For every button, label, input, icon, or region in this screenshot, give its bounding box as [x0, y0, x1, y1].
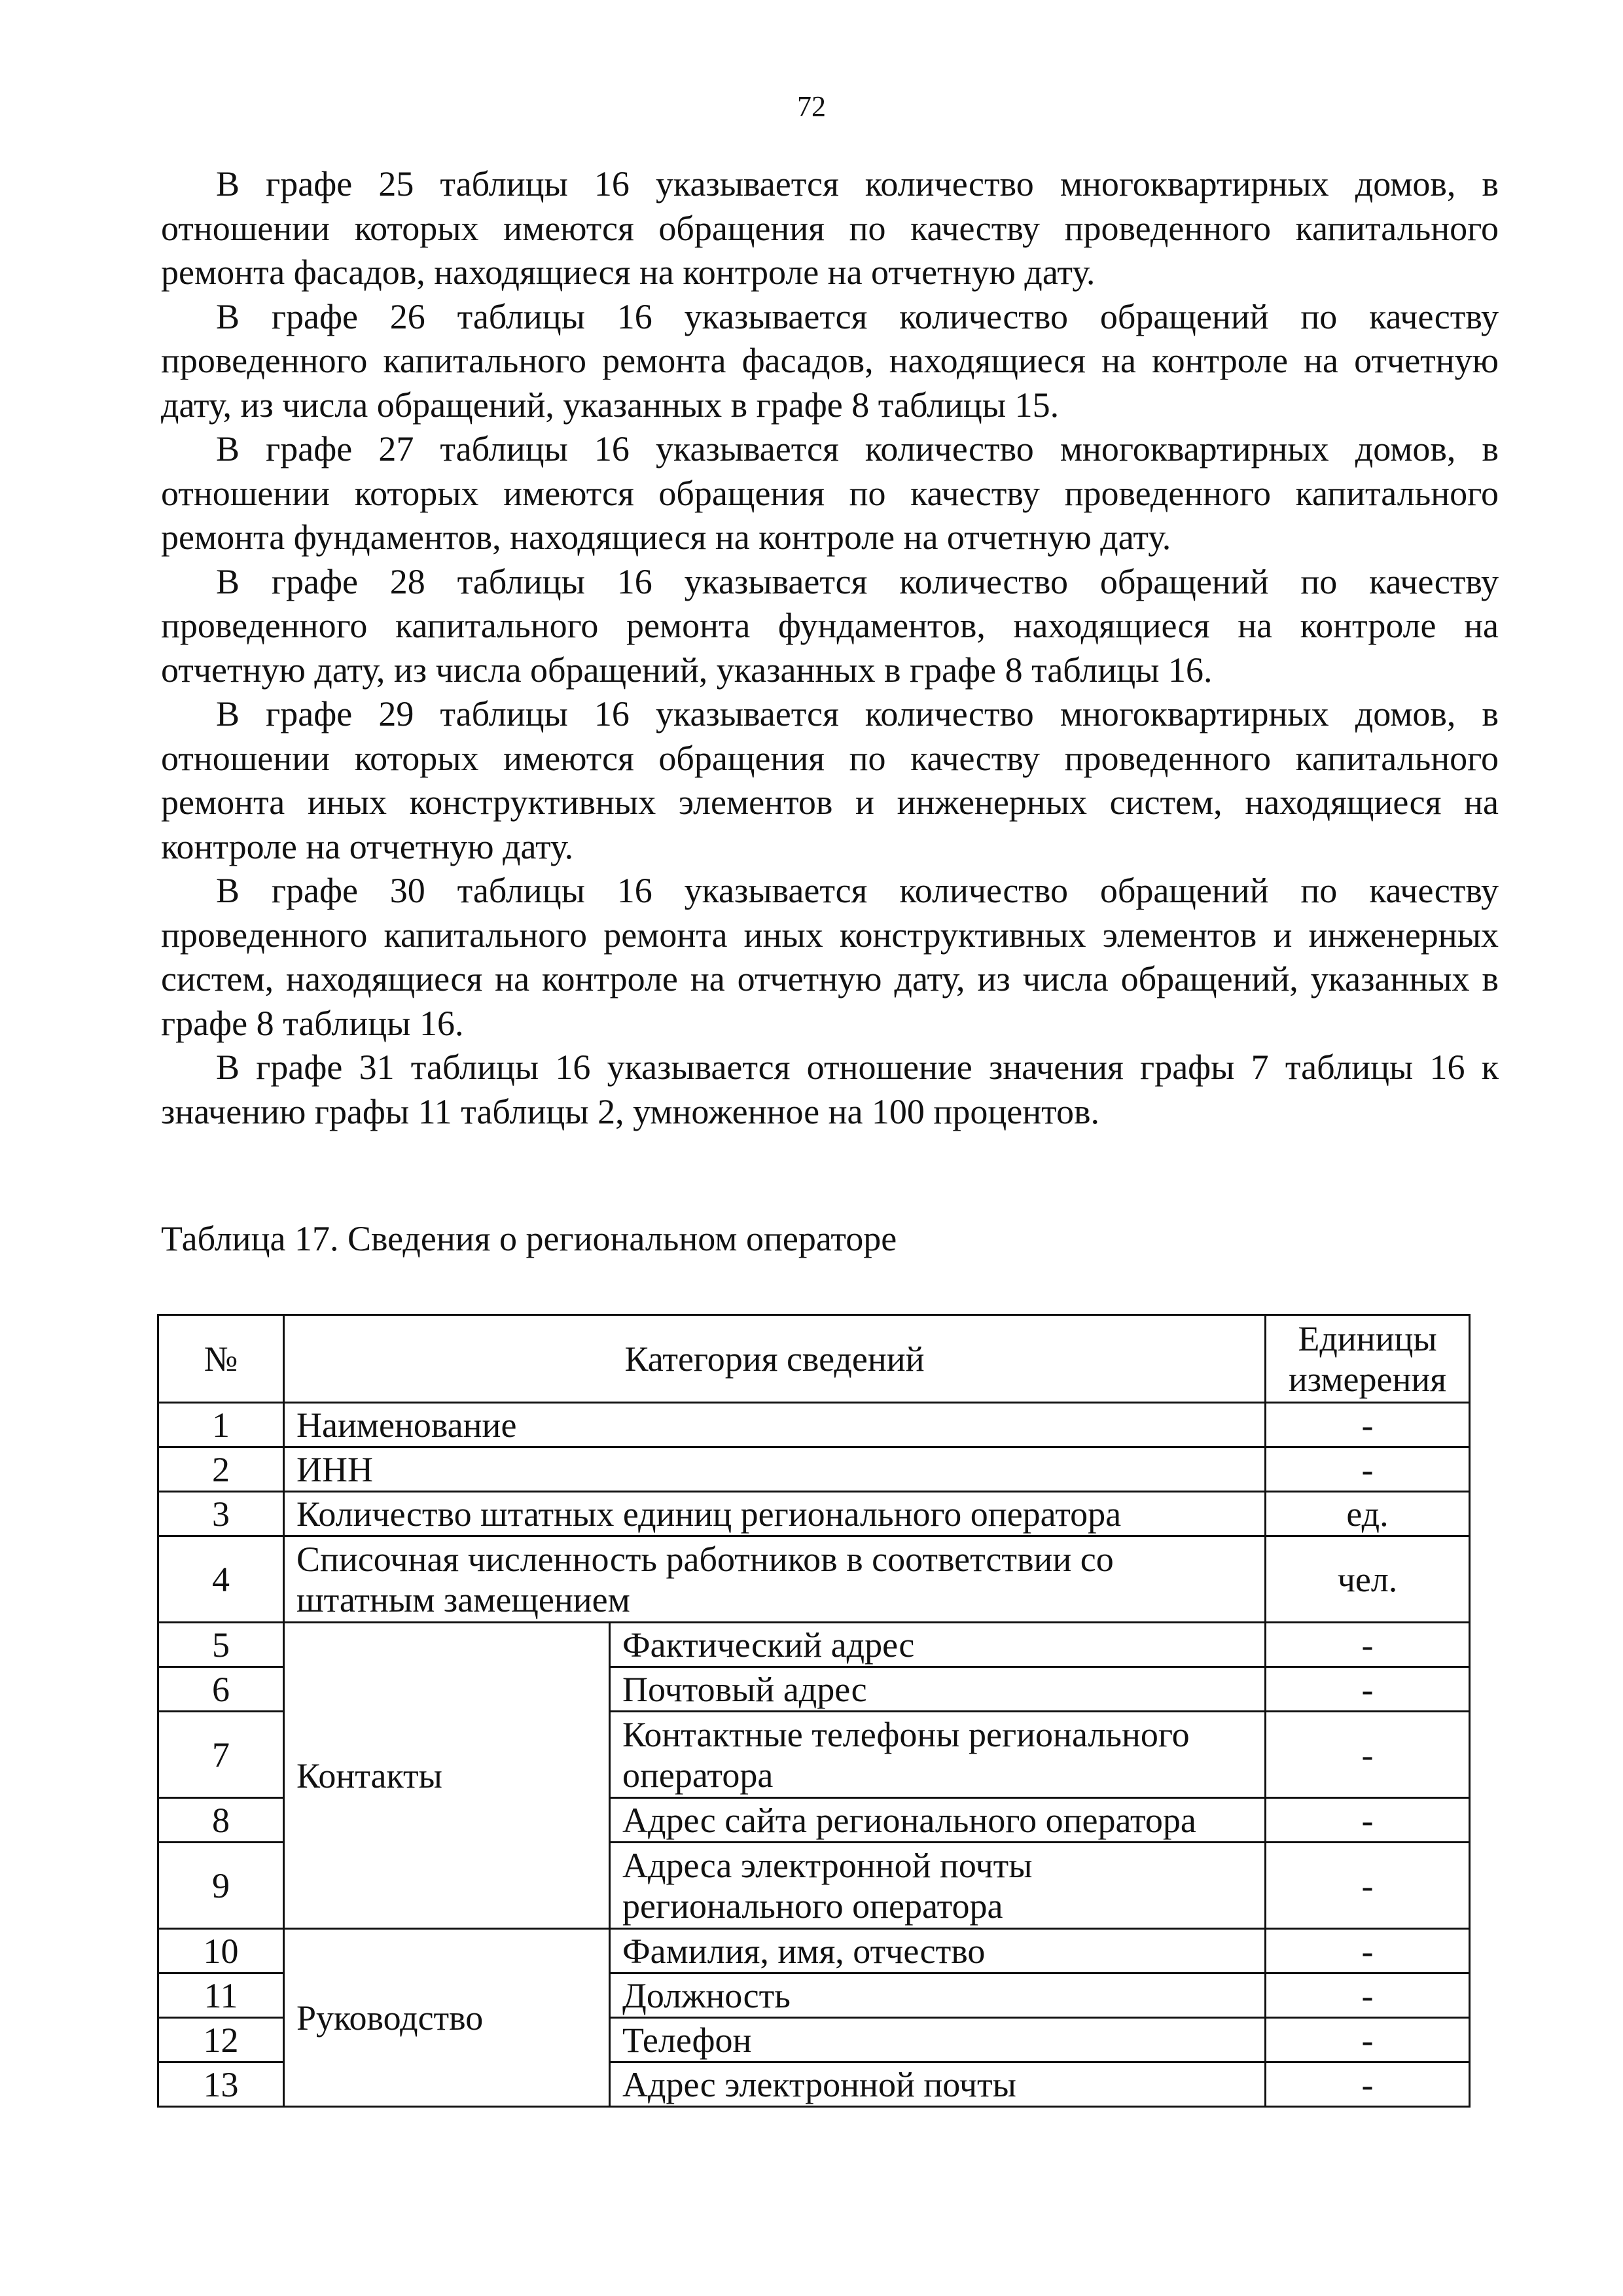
row-unit: -	[1266, 1798, 1470, 1843]
table-row	[158, 1536, 1470, 1623]
header-category: Категория сведений	[284, 1315, 1266, 1403]
header-unit: Единицы измерения	[1266, 1315, 1470, 1403]
regional-operator-table	[157, 1314, 1471, 2108]
table-row	[158, 1447, 1470, 1492]
row-unit: -	[1266, 1712, 1470, 1798]
row-item: Адрес сайта регионального оператора	[610, 1798, 1266, 1843]
row-item: Адрес электронной почты	[610, 2062, 1266, 2107]
paragraph: В графе 27 таблицы 16 указывается количество многоквартирных домов, в отношении которых имеются обращения по качеству проведенного капитального ремонта фундаментов, находящиеся на контроле на отчетную дату.	[161, 429, 1499, 557]
row-number: 1	[158, 1403, 284, 1447]
row-category: ИНН	[284, 1447, 1266, 1492]
row-unit: -	[1266, 2018, 1470, 2062]
row-number: 7	[158, 1712, 284, 1798]
row-number: 4	[158, 1536, 284, 1623]
row-unit: -	[1266, 1403, 1470, 1447]
paragraph: В графе 26 таблицы 16 указывается количество обращений по качеству проведенного капитального ремонта фасадов, находящиеся на контроле на отчетную дату, из числа обращений, указанных в графе 8 таблицы 15.	[161, 296, 1499, 425]
row-item: Адреса электронной почты регионального оператора	[610, 1843, 1266, 1929]
group-label-contacts: Контакты	[284, 1623, 610, 1929]
row-number: 6	[158, 1667, 284, 1712]
row-unit: чел.	[1266, 1536, 1470, 1623]
row-item: Почтовый адрес	[610, 1667, 1266, 1712]
table-row	[158, 1929, 1470, 1973]
row-unit: -	[1266, 1623, 1470, 1667]
row-unit: -	[1266, 1667, 1470, 1712]
row-item: Телефон	[610, 2018, 1266, 2062]
paragraph: В графе 25 таблицы 16 указывается количество многоквартирных домов, в отношении которых имеются обращения по качеству проведенного капитального ремонта фасадов, находящиеся на контроле на отчетную дату.	[161, 164, 1499, 292]
row-number: 10	[158, 1929, 284, 1973]
body-text	[161, 162, 1499, 1134]
row-item: Фамилия, имя, отчество	[610, 1929, 1266, 1973]
row-unit: -	[1266, 1929, 1470, 1973]
table-caption: Таблица 17. Сведения о региональном операторе	[161, 1219, 897, 1258]
row-number: 11	[158, 1973, 284, 2018]
row-number: 13	[158, 2062, 284, 2107]
row-number: 9	[158, 1843, 284, 1929]
paragraph: В графе 28 таблицы 16 указывается количество обращений по качеству проведенного капитального ремонта фундаментов, находящиеся на контроле на отчетную дату, из числа обращений, указанных в графе 8 таблицы 16.	[161, 561, 1499, 690]
row-number: 2	[158, 1447, 284, 1492]
paragraph: В графе 30 таблицы 16 указывается количество обращений по качеству проведенного капитального ремонта иных конструктивных элементов и инженерных систем, находящиеся на контроле на отчетную дату, из числа обращений, указанных в графе 8 таблицы 16.	[161, 871, 1499, 1043]
row-category: Количество штатных единиц регионального оператора	[284, 1492, 1266, 1536]
table-header-row	[158, 1315, 1470, 1403]
row-category: Списочная численность работников в соответствии со штатным замещением	[284, 1536, 1266, 1623]
row-unit: ед.	[1266, 1492, 1470, 1536]
table-row	[158, 1623, 1470, 1667]
row-item: Контактные телефоны регионального оператора	[610, 1712, 1266, 1798]
paragraph: В графе 31 таблицы 16 указывается отношение значения графы 7 таблицы 16 к значению графы 11 таблицы 2, умноженное на 100 процентов.	[161, 1048, 1499, 1131]
row-number: 3	[158, 1492, 284, 1536]
table-row	[158, 1403, 1470, 1447]
row-unit: -	[1266, 2062, 1470, 2107]
row-unit: -	[1266, 1843, 1470, 1929]
row-item: Должность	[610, 1973, 1266, 2018]
row-item: Фактический адрес	[610, 1623, 1266, 1667]
row-number: 8	[158, 1798, 284, 1843]
row-unit: -	[1266, 1447, 1470, 1492]
table-row	[158, 1492, 1470, 1536]
group-label-management: Руководство	[284, 1929, 610, 2107]
page-number: 72	[797, 90, 826, 122]
header-number: №	[158, 1315, 284, 1403]
row-number: 5	[158, 1623, 284, 1667]
row-category: Наименование	[284, 1403, 1266, 1447]
row-unit: -	[1266, 1973, 1470, 2018]
row-number: 12	[158, 2018, 284, 2062]
paragraph: В графе 29 таблицы 16 указывается количество многоквартирных домов, в отношении которых имеются обращения по качеству проведенного капитального ремонта иных конструктивных элементов и инженерных систем, находящиеся на контроле на отчетную дату.	[161, 694, 1499, 866]
